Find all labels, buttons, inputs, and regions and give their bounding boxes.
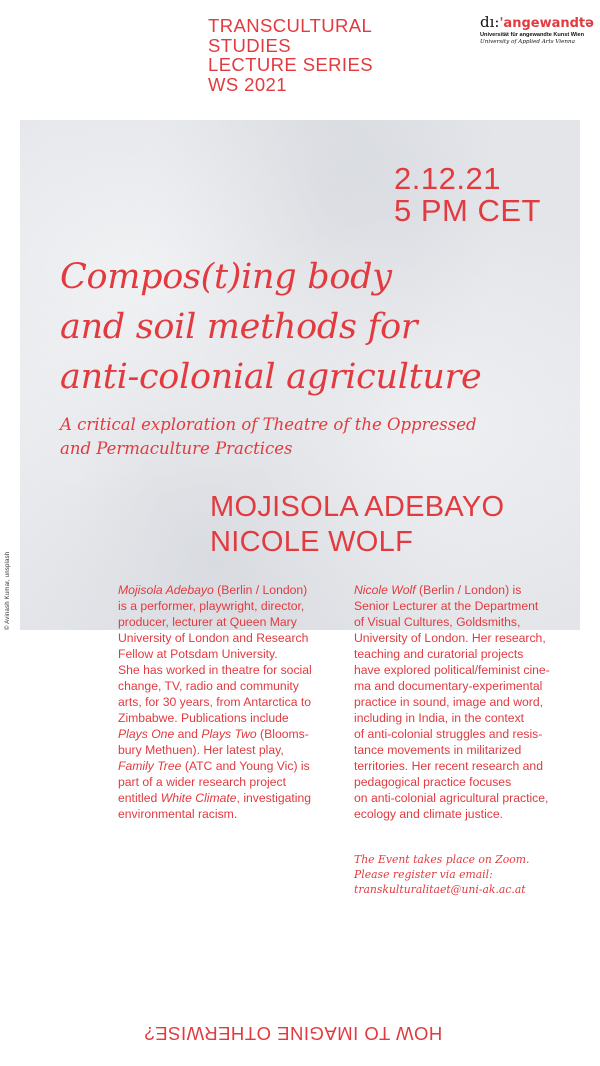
bio-line: territories. Her recent research and: [354, 759, 543, 773]
event-date: [394, 163, 541, 227]
upside-down-tagline: HOW TO IMAGINE OTHERWISE?: [144, 1023, 443, 1044]
book-title: Plays Two: [201, 727, 257, 741]
bio-line: ma and documentary-experimental: [354, 679, 543, 693]
bio-text: (ATC and Young Vic) is: [181, 759, 310, 773]
series-line: LECTURE SERIES: [208, 54, 373, 75]
bio-line: ecology and climate justice.: [354, 807, 504, 821]
university-logo: [480, 13, 594, 46]
bio-line: [118, 726, 350, 742]
event-registration-info: [354, 852, 529, 897]
bio-person-name: Mojisola Adebayo: [118, 583, 214, 597]
title-line: Compos(t)ing body: [60, 257, 392, 297]
subtitle-line: A critical exploration of Theatre of the Oppressed: [60, 415, 477, 434]
bio-line: part of a wider research project: [118, 775, 286, 789]
bio-line: [118, 582, 350, 598]
lecture-series-heading: [208, 16, 373, 94]
logo-mark-prefix: dı:: [480, 13, 500, 31]
bio-text: (Blooms-: [256, 727, 309, 741]
play-title: Family Tree: [118, 759, 182, 773]
bio-line: change, TV, radio and community: [118, 679, 299, 693]
speaker-names: [210, 490, 504, 560]
lecture-title: [60, 252, 481, 402]
event-day: 2.12.21: [394, 161, 501, 196]
title-line: and soil methods for: [60, 307, 418, 347]
series-line: STUDIES: [208, 34, 291, 56]
bio-line: [118, 758, 350, 774]
bio-line: [354, 582, 584, 598]
logo-university-name: Universität für angewandte Kunst Wien: [480, 32, 585, 38]
bio-line: pedagogical practice focuses: [354, 775, 512, 789]
logo-mark-name: 'angewandtə: [499, 16, 594, 31]
bio-text: (Berlin / London): [213, 583, 308, 597]
lecture-subtitle: [60, 413, 477, 461]
speaker-name: MOJISOLA ADEBAYO: [210, 491, 505, 523]
bio-line: have explored political/feminist cine-: [354, 663, 550, 677]
bio-line: [118, 790, 350, 806]
bio-line: University of London. Her research,: [354, 631, 546, 645]
photo-credit: © Avinash Kumar, unsplash: [5, 551, 11, 630]
speaker-name: NICOLE WOLF: [210, 526, 414, 558]
bio-line: University of London and Research: [118, 631, 309, 645]
project-title: White Climate: [160, 791, 237, 805]
registration-email[interactable]: transkulturalitaet@uni-ak.ac.at: [354, 883, 526, 896]
bio-mojisola-adebayo: [118, 582, 350, 822]
event-info-line: Please register via email:: [354, 868, 493, 881]
series-line: WS 2021: [208, 73, 287, 95]
logo-university-name-english: University of Applied Arts Vienna: [480, 39, 575, 45]
bio-line: including in India, in the context: [354, 711, 525, 725]
bio-line: on anti-colonial agricultural practice,: [354, 791, 549, 805]
bio-nicole-wolf: [354, 582, 584, 822]
bio-line: Fellow at Potsdam University.: [118, 647, 278, 661]
bio-text: (Berlin / London) is: [415, 583, 522, 597]
bio-line: producer, lecturer at Queen Mary: [118, 615, 297, 629]
subtitle-line: and Permaculture Practices: [60, 439, 293, 458]
bio-text: entitled: [118, 791, 161, 805]
bio-line: tance movements in militarized: [354, 743, 522, 757]
bio-line: Zimbabwe. Publications include: [118, 711, 289, 725]
series-line: TRANSCULTURAL: [208, 15, 373, 36]
bio-line: practice in sound, image and word,: [354, 695, 544, 709]
logo-mark: [480, 13, 594, 32]
title-line: anti-colonial agriculture: [60, 357, 482, 397]
bio-line: bury Methuen). Her latest play,: [118, 743, 284, 757]
bio-line: arts, for 30 years, from Antarctica to: [118, 695, 312, 709]
bio-person-name: Nicole Wolf: [354, 583, 416, 597]
bio-line: of anti-colonial struggles and resis-: [354, 727, 543, 741]
bio-line: teaching and curatorial projects: [354, 647, 524, 661]
event-info-line: The Event takes place on Zoom.: [354, 853, 530, 866]
bio-text: and: [174, 727, 202, 741]
bio-line: She has worked in theatre for social: [118, 663, 312, 677]
event-time: 5 PM CET: [394, 193, 541, 228]
bio-line: Senior Lecturer at the Department: [354, 599, 539, 613]
bio-line: environmental racism.: [118, 807, 238, 821]
bio-text: , investigating: [236, 791, 312, 805]
bio-line: is a performer, playwright, director,: [118, 599, 305, 613]
bio-line: of Visual Cultures, Goldsmiths,: [354, 615, 521, 629]
book-title: Plays One: [118, 727, 175, 741]
